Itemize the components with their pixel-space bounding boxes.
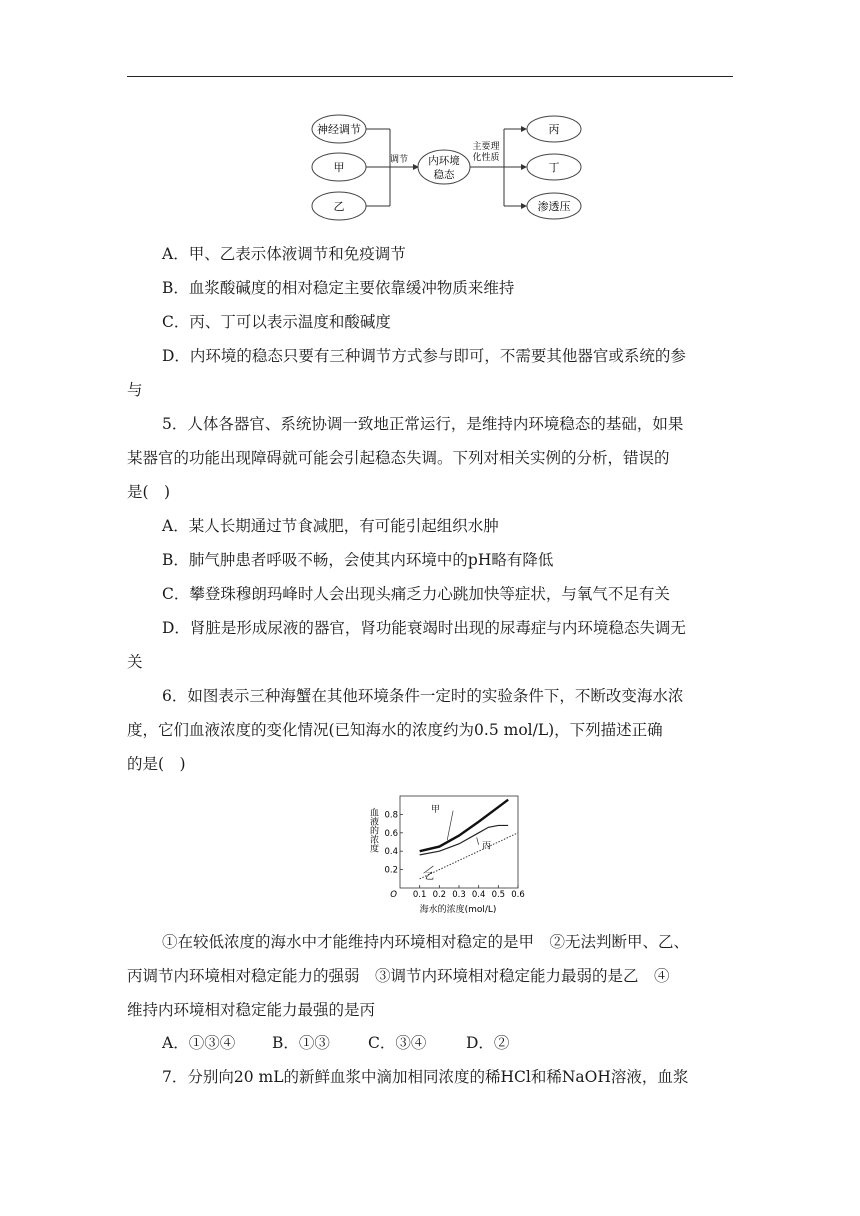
series-label: 丙 <box>482 841 492 852</box>
series-label: 乙 <box>424 872 435 883</box>
q6-statements: 丙调节内环境相对稳定能力的强弱 ③调节内环境相对稳定能力最弱的是乙 ④ <box>127 967 670 985</box>
q5-option-b: B．肺气肿患者呼吸不畅，会使其内环境中的pH略有降低 <box>162 551 554 569</box>
q6-option-d: D．② <box>466 1034 510 1052</box>
homeostasis-diagram <box>308 112 588 224</box>
q5-option-d-cont: 关 <box>127 653 143 671</box>
node-label: 丁 <box>548 161 560 174</box>
x-tick-label: 0.4 <box>471 890 486 900</box>
x-tick-label: 0.6 <box>511 890 525 900</box>
arrow-label-regulate: 调节 <box>389 155 409 165</box>
q5-stem: 某器官的功能出现障碍就可能会引起稳态失调。下列对相关实例的分析，错误的 <box>127 449 670 467</box>
y-tick-label: 0.4 <box>384 847 398 858</box>
q6-option-a: A．①③④ <box>162 1034 236 1052</box>
q5-stem: 5．人体各器官、系统协调一致地正常运行，是维持内环境稳态的基础，如果 <box>162 415 684 433</box>
q4-option-a: A．甲、乙表示体液调节和免疫调节 <box>162 245 406 263</box>
q6-option-c: C．③④ <box>368 1034 427 1052</box>
q6-stem: 的是( ) <box>127 755 186 773</box>
q6-statements: ①在较低浓度的海水中才能维持内环境相对稳定的是甲 ②无法判断甲、乙、 <box>162 933 690 951</box>
y-tick-label: 0.6 <box>384 828 398 839</box>
q4-option-b: B．血浆酸碱度的相对稳定主要依靠缓冲物质来维持 <box>162 279 515 297</box>
series-line-2 <box>420 833 518 879</box>
node-label: 乙 <box>333 200 345 213</box>
q6-statements: 维持内环境相对稳定能力最强的是丙 <box>127 1001 376 1019</box>
series-pointer <box>447 811 453 840</box>
x-axis-label: 海水的浓度(mol/L) <box>419 905 497 914</box>
q4-option-c: C．丙、丁可以表示温度和酸碱度 <box>162 313 391 331</box>
origin-label: O <box>390 890 397 900</box>
header-rule <box>127 76 733 77</box>
q5-stem: 是( ) <box>127 483 171 501</box>
node-label: 甲 <box>333 161 345 174</box>
q6-option-b: B．①③ <box>272 1034 330 1052</box>
node-label: 稳态 <box>433 169 455 181</box>
q4-option-d: D．内环境的稳态只要有三种调节方式参与即可，不需要其他器官或系统的参 <box>162 347 686 365</box>
series-label: 甲 <box>430 804 440 815</box>
node-label: 内环境 <box>428 155 460 167</box>
x-tick-label: 0.1 <box>412 890 427 900</box>
y-tick-label: 0.2 <box>384 865 398 876</box>
plot-frame <box>400 796 518 888</box>
y-axis-label: 血液的浓度 <box>368 807 378 853</box>
arrow-label-properties: 主要理 <box>472 142 500 152</box>
series-pointer <box>477 837 479 844</box>
x-tick-label: 0.2 <box>432 890 447 900</box>
q6-stem: 6．如图表示三种海蟹在其他环境条件一定时的实验条件下，不断改变海水浓 <box>162 687 684 705</box>
series-line-3 <box>420 825 509 854</box>
node-label: 神经调节 <box>317 123 361 136</box>
y-tick-label: 0.8 <box>384 810 398 821</box>
arrow-label-properties: 化性质 <box>472 153 500 163</box>
x-tick-label: 0.3 <box>452 890 466 900</box>
q7-stem: 7．分别向20 mL的新鲜血浆中滴加相同浓度的稀HCl和稀NaOH溶液，血浆 <box>162 1068 689 1086</box>
q5-option-c: C．攀登珠穆朗玛峰时人会出现头痛乏力心跳加快等症状，与氧气不足有关 <box>162 585 670 603</box>
q5-option-d: D．肾脏是形成尿液的器官，肾功能衰竭时出现的尿毒症与内环境稳态失调无 <box>162 619 686 637</box>
seawater-concentration-chart <box>366 790 526 914</box>
node-label: 渗透压 <box>537 200 571 213</box>
q6-stem: 度，它们血液浓度的变化情况(已知海水的浓度约为0.5 mol/L)，下列描述正确 <box>127 721 663 739</box>
q5-option-a: A．某人长期通过节食减肥，有可能引起组织水肿 <box>162 517 499 535</box>
node-label: 丙 <box>548 123 560 136</box>
q4-option-d-cont: 与 <box>127 381 143 399</box>
x-tick-label: 0.5 <box>491 890 506 900</box>
